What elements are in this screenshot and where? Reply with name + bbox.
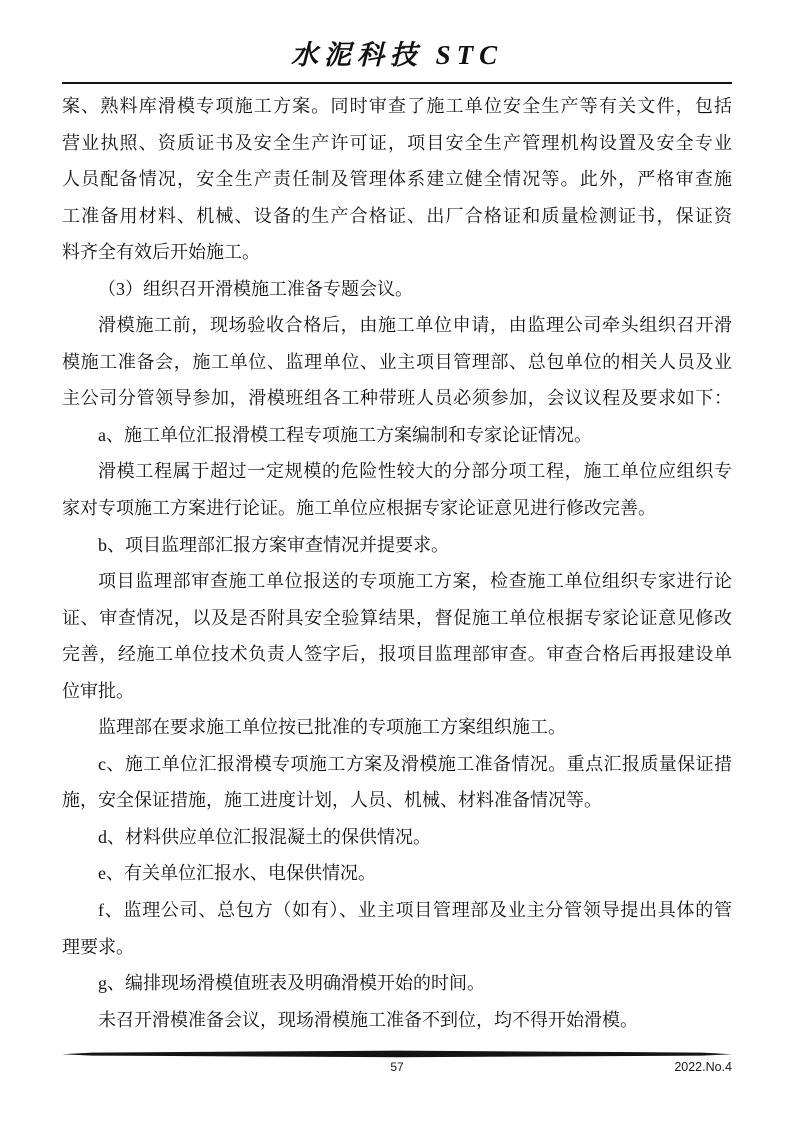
issue-label: 2022.No.4 <box>674 1060 732 1074</box>
text-line: d、材料供应单位汇报混凝土的保供情况。 <box>98 826 431 847</box>
tapered-rule <box>62 1050 732 1058</box>
page-footer <box>62 1050 732 1075</box>
text-line: 项目监理部审查施工单位报送的专项施工方案，检查施工单位组织专家进行论 <box>98 571 732 592</box>
journal-title: 水泥科技 STC <box>290 40 504 70</box>
text-line: e、有关单位汇报水、电保供情况。 <box>98 863 376 884</box>
text-line: （3）组织召开滑模施工准备专题会议。 <box>98 278 413 299</box>
text-line: 完善，经施工单位技术负责人签字后，报项目监理部审查。审查合格后再报建设单 <box>62 644 732 665</box>
text-line: 主公司分管领导参加，滑模班组各工种带班人员必须参加，会议议程及要求如下： <box>62 388 732 409</box>
text-line: g、编排现场滑模值班表及明确滑模开始的时间。 <box>98 973 485 994</box>
text-line: 案、熟料库滑模专项施工方案。同时审查了施工单位安全生产等有关文件，包括 <box>62 96 732 116</box>
footer-row <box>62 1060 732 1075</box>
text-line: 理要求。 <box>62 936 134 957</box>
text-line: 工准备用材料、机械、设备的生产合格证、出厂合格证和质量检测证书，保证资 <box>62 205 732 226</box>
page-header <box>62 0 732 84</box>
text-line: 施，安全保证措施，施工进度计划，人员、机械、材料准备情况等。 <box>62 790 602 811</box>
text-line: a、施工单位汇报滑模工程专项施工方案编制和专家论证情况。 <box>98 424 592 445</box>
text-line: c、施工单位汇报滑模专项施工方案及滑模施工准备情况。重点汇报质量保证措 <box>98 753 732 774</box>
page-number: 57 <box>390 1060 404 1074</box>
text-line: 家对专项施工方案进行论证。施工单位应根据专家论证意见进行修改完善。 <box>62 498 656 519</box>
text-line: 料齐全有效后开始施工。 <box>62 242 260 263</box>
document-body <box>62 84 732 1038</box>
text-line: b、项目监理部汇报方案审查情况并提要求。 <box>98 534 449 555</box>
text-line: 模施工准备会，施工单位、监理单位、业主项目管理部、总包单位的相关人员及业 <box>62 351 732 372</box>
text-line: 滑模工程属于超过一定规模的危险性较大的分部分项工程，施工单位应组织专 <box>98 461 732 482</box>
text-line: 滑模施工前，现场验收合格后，由施工单位申请，由监理公司牵头组织召开滑 <box>98 315 732 336</box>
text-line: 证、审查情况，以及是否附具安全验算结果，督促施工单位根据专家论证意见修改 <box>62 607 732 628</box>
text-line: f、监理公司、总包方（如有）、业主项目管理部及业主分管领导提出具体的管 <box>98 900 732 921</box>
text-line: 人员配备情况，安全生产责任制及管理体系建立健全情况等。此外，严格审查施 <box>62 169 732 190</box>
text-line: 监理部在要求施工单位按已批准的专项施工方案组织施工。 <box>98 717 566 738</box>
text-line: 位审批。 <box>62 680 134 701</box>
text-line: 未召开滑模准备会议，现场滑模施工准备不到位，均不得开始滑模。 <box>98 1009 638 1030</box>
text-line: 营业执照、资质证书及安全生产许可证，项目安全生产管理机构设置及安全专业 <box>62 132 732 153</box>
